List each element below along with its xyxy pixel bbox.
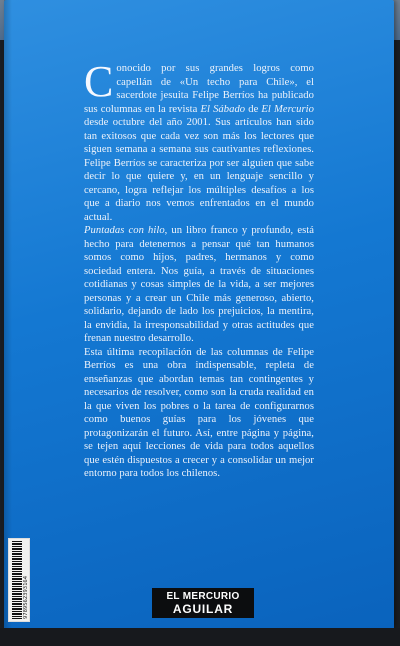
blurb-text-run: , un libro franco y profundo, está hecho para detenernos a pensar qué tan humanos somos como hijos, padres, hermanos y como sociedad entera. Nos guía, a través de situaciones cotidianas y cosas simples de la vida, a ser mejores personas y a crear un Chile más generoso, abierto, solidario, dejando de lado los prejuicios, la mentira, la envidia, la irresponsabilidad y otras actitudes que frenan nuestro desarrollo. — [84, 225, 314, 344]
blurb-paragraph-3: Esta última recopilación de las columnas de Felipe Berríos es una obra indispensable, repleta de enseñanzas que abordan temas tan contingentes y necesarios de resolver, como son la cruda realidad en la que viven los pobres o la tarea de configurarnos como buenos guías para los jóvenes que protagonizarán el futuro. Así, entre página y página, se tejen aquí lecciones de vida para todos aquellos que estén dispuestos a crecer y a consolidar un mejor entorno para todos los chilenos. — [84, 346, 314, 479]
table-surface — [0, 628, 400, 646]
blurb-text-run: de — [245, 103, 262, 115]
blurb-paragraph-1 — [84, 57, 315, 224]
isbn-barcode — [8, 538, 30, 622]
blurb-text-run: desde octubre del año 2001. Sus artículos han sido tan exitosos que cada vez son más los lectores que siguen semana a semana sus cautivantes reflexiones. Felipe Berríos se caracteriza por ser alguien que sabe decir lo que quiere y, en un lenguaje sencillo y cercano, logra reflejar los múltiples desafíos a los que a diario nos vemos enfrentados en el mundo actual. — [84, 117, 314, 223]
newspaper-name: El Mercurio — [261, 103, 315, 115]
isbn-number: 9789562393164 — [23, 575, 29, 619]
publisher-line-1: EL MERCURIO — [166, 591, 240, 602]
blurb-paragraph-2 — [84, 224, 314, 346]
spine-shadow — [4, 0, 12, 628]
blurb-text — [84, 57, 315, 481]
magazine-name: El Sábado — [200, 103, 246, 115]
publisher-logo — [152, 588, 254, 618]
barcode-bars — [12, 541, 22, 619]
blurb-text-run: onocido por sus grandes logros como capellán de «Un techo para Chile», el sacerdote jesuita Felipe Berríos ha publicado sus columnas en la revista — [84, 63, 314, 115]
drop-cap: C — [84, 57, 114, 106]
publisher-line-2: AGUILAR — [172, 602, 234, 616]
book-title: Puntadas con hilo — [84, 225, 165, 236]
